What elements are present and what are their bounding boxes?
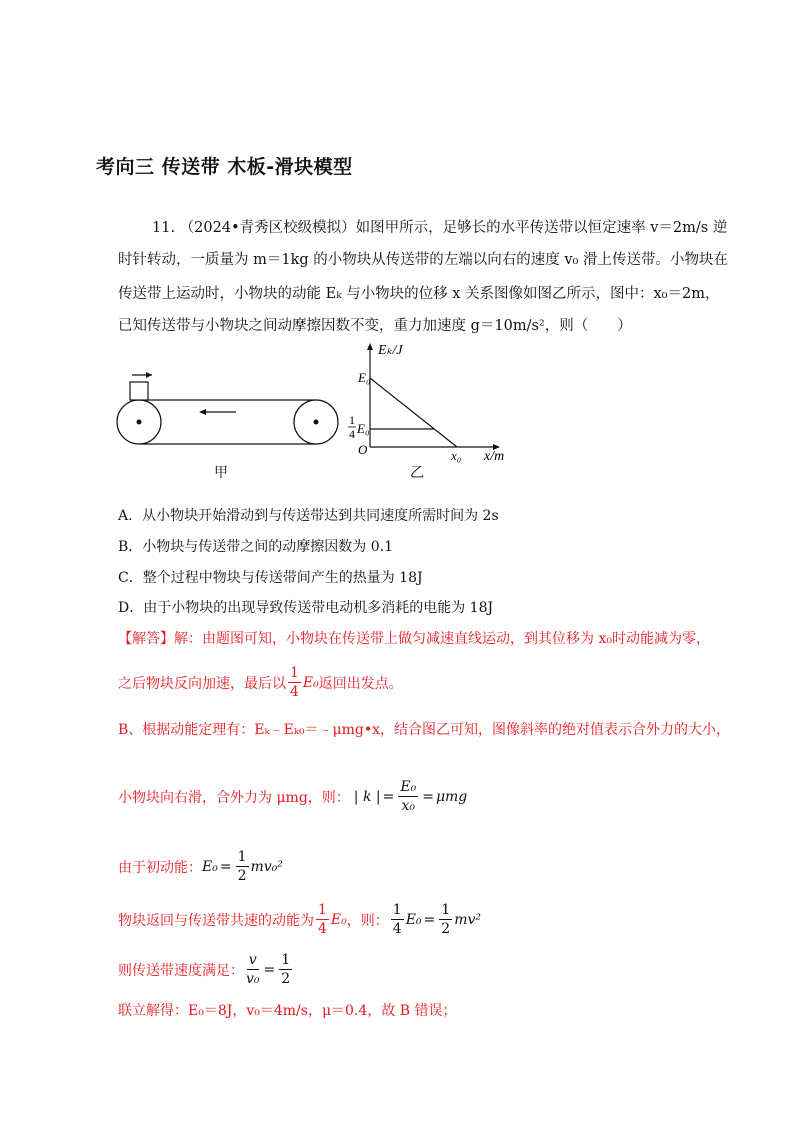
line6-fraction-1-num: 1 (318, 902, 327, 918)
question-line-1 (152, 218, 727, 238)
block (130, 382, 148, 400)
e0-lhs: E₀ (202, 858, 218, 875)
velocity-half-den: 2 (281, 971, 291, 987)
question-line-2: 时针转动，一质量为 m＝1kg 的小物块从传送带的左端以向右的速度 v₀ 滑上传送带。小物块在 (118, 252, 728, 268)
left-pulley-axle (137, 420, 142, 425)
solution-text-2-post: 返回出发点。 (318, 675, 403, 692)
belt-direction-arrowhead (199, 409, 206, 415)
abs-k: | k | (353, 788, 381, 805)
decel-line (370, 378, 457, 447)
k-fraction-numerator: E₀ (400, 779, 417, 795)
section-heading: 考向三 传送带 木板-滑块模型 (96, 156, 353, 178)
line6-fraction-1-den: 4 (318, 921, 327, 937)
fraction-denominator: 4 (290, 684, 299, 700)
velocity-half-num: 1 (281, 952, 291, 968)
solution-line-2 (118, 666, 403, 699)
right-pulley-axle (314, 420, 319, 425)
solution-line-8: 联立解得：E₀＝8J，v₀＝4m/s，μ＝0.4，故 B 错误； (118, 1003, 457, 1019)
line6-fraction-2 (391, 903, 404, 936)
solution-line-3: B、根据动能定理有：Eₖ﹣Eₖ₀＝﹣μmg•x，结合图乙可知，图像斜率的绝对值表示合外力的大小， (118, 722, 731, 738)
k-fraction-denominator: x₀ (401, 798, 416, 814)
velocity-ratio-num: v (248, 952, 257, 968)
velocity-ratio-fraction (246, 953, 260, 986)
half-fraction (236, 850, 249, 883)
figure-left-caption: 甲 (214, 465, 228, 481)
e0-tick-label: E₀ (358, 370, 371, 385)
option-c: C．整个过程中物块与传送带间产生的热量为 18J (118, 570, 423, 586)
solution-text-1: 解：由题图可知，小物块在传送带上做匀减速直线运动，到其位移为 x₀时动能减为零， (174, 631, 710, 647)
y-axis-arrow (367, 343, 373, 350)
x-axis-label: x/m (484, 449, 505, 464)
solution-text-4-pre: 小物块向右滑，合外力为 μmg，则： (118, 789, 350, 806)
quarter-e0-label: E₀ (357, 421, 370, 436)
energy-graph (338, 338, 528, 468)
solution-tag: 【解答】 (118, 631, 174, 647)
option-b: B．小物块与传送带之间的动摩擦因数为 0.1 (118, 539, 394, 555)
solution-text-2-pre: 之后物块反向加速，最后以 (118, 675, 286, 692)
fraction-numerator: 1 (290, 665, 299, 681)
quarter-denominator: 4 (349, 427, 355, 441)
origin-label: O (358, 442, 368, 457)
solution-text-6-pre: 物块返回与传送带共速的动能为 (118, 912, 314, 929)
line6-fraction-1 (316, 903, 329, 936)
solution-line-7: 则传送带速度满足： $\frac{v}{\text{v₀}}$ = $\frac{1}{2}$ (118, 952, 291, 987)
quarter-numerator: 1 (349, 413, 355, 427)
question-line-3: 传送带上运动时，小物块的动能 Eₖ 与小物块的位移 x 关系图像如图乙所示，图中：x₀＝2m， (118, 286, 720, 302)
line6-fraction-3-num: 1 (441, 902, 451, 918)
x0-tick-label: x₀ (451, 448, 462, 463)
half-numerator: 1 (237, 849, 247, 865)
solution-text-6-mid: ，则： (346, 912, 389, 929)
question-number: 11. (152, 220, 176, 236)
solution-line-4: 小物块向右滑，合外力为 μmg，则： | k | = $\frac{\text{E₀}}{\text{x₀}}$ = μmg (118, 779, 468, 814)
solution-line-6: 物块返回与传送带共速的动能为 $\frac{1}{4}$ E₀ ，则： $\frac{1}{4}$ E₀ = $\frac{1}{2}$ mv² (118, 902, 481, 937)
conveyor-belt-drawing (117, 372, 338, 444)
block-velocity-arrowhead (146, 372, 152, 378)
question-line-4: 已知传送带与小物块之间动摩擦因数不变，重力加速度 g＝10m/s²，则（ ） (118, 318, 632, 334)
solution-line-5: 由于初动能： E₀ = $\frac{1}{2}$ mv₀² (118, 849, 283, 884)
line6-fraction-3 (439, 903, 452, 936)
line6-rhs: mv² (454, 911, 481, 928)
line6-fraction-3-den: 2 (441, 921, 451, 937)
y-axis-label: Eₖ/J (378, 343, 403, 358)
k-rhs: μmg (435, 788, 468, 805)
option-a: A．从小物块开始滑动到与传送带达到共同速度所需时间为 2s (118, 508, 499, 524)
solution-text-7-pre: 则传送带速度满足： (118, 962, 244, 979)
solution-line2-var: E₀ (302, 674, 319, 691)
figure-right-caption: 乙 (410, 465, 424, 481)
line6-fraction-2-den: 4 (392, 921, 402, 937)
half-denominator: 2 (237, 868, 247, 884)
kinetic-rhs: mv₀² (250, 858, 283, 875)
question-text-1: （2024•青秀区校级模拟）如图甲所示，足够长的水平传送带以恒定速率 v＝2m/s 逆 (179, 220, 728, 236)
solution-line2-fraction (288, 666, 301, 699)
line6-fraction-2-num: 1 (392, 902, 402, 918)
solution-line-1 (118, 628, 710, 648)
line6-var-1: E₀ (330, 911, 347, 928)
conveyor-belt-figure (108, 368, 348, 483)
option-d: D．由于小物块的出现导致传送带电动机多消耗的电能为 18J (118, 600, 494, 616)
k-fraction (398, 780, 418, 813)
velocity-ratio-den: v₀ (246, 971, 260, 987)
solution-text-5-pre: 由于初动能： (118, 859, 202, 876)
line6-var-2: E₀ (405, 911, 422, 928)
velocity-half-fraction (279, 953, 292, 986)
